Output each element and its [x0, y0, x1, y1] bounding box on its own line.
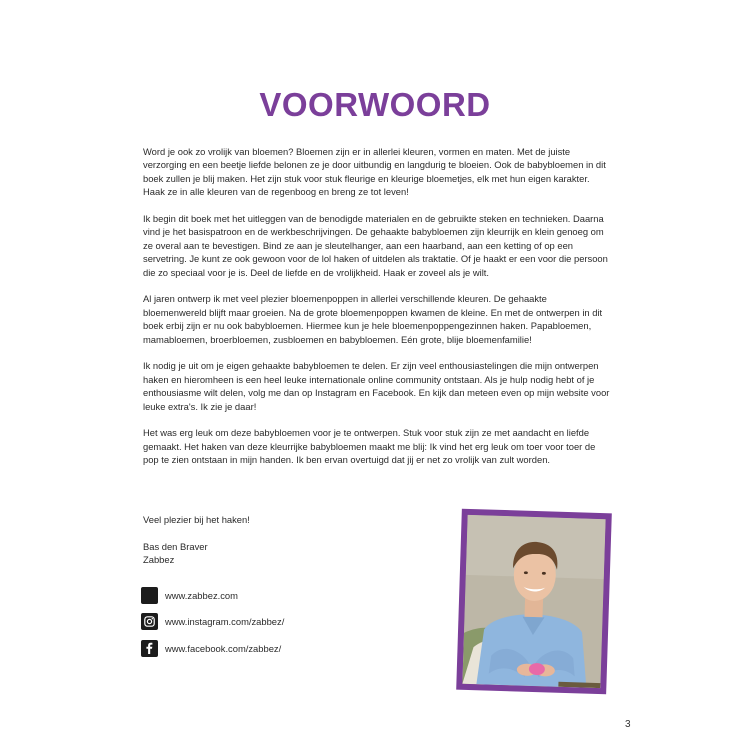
globe-icon: [141, 587, 158, 604]
signoff: [143, 513, 250, 567]
link-text[interactable]: www.instagram.com/zabbez/: [165, 616, 285, 627]
author-photo: [462, 515, 605, 688]
page-number: 3: [625, 719, 631, 730]
link-instagram[interactable]: [141, 613, 284, 631]
instagram-icon: [141, 613, 158, 630]
foreword-body: [143, 145, 613, 480]
facebook-icon: [141, 640, 158, 657]
author-photo-frame: [456, 509, 612, 695]
author-brand: Zabbez: [143, 554, 175, 566]
link-website[interactable]: [141, 586, 284, 604]
paragraph: Ik begin dit boek met het uitleggen van de benodigde materialen en de gebruikte steken en technieken. Daarna vind je het basispatroon en de werkbeschrijvingen. De gehaakte babybloemen zijn kleurrijk en klein genoeg om ze overal aan te bevestigen. Bind ze aan je sleutelhanger, aan een haarband, aan een ketting of op een servetring. Je kunt ze ook gewoon voor de lol haken of uitdelen als traktatie. Of je haakt er een voor die persoon die zo speciaal voor je is. Deel de liefde en de vrolijkheid. Haak er zoveel als je wilt.: [143, 213, 608, 278]
paragraph: Word je ook zo vrolijk van bloemen? Bloemen zijn er in allerlei kleuren, vormen en maten. Met de juiste verzorging en een beetje liefde belonen ze je door uitbundig en langdurig te bloeien. Ook de babybloemen in dit boek zullen je blij maken. Het zijn stuk voor stuk fleurige en kleurige bloemetjes, elk met hun eigen karakter. Haak ze in alle kleuren van de regenboog en breng ze tot leven!: [143, 146, 606, 198]
link-text[interactable]: www.facebook.com/zabbez/: [165, 642, 282, 654]
paragraph: Het was erg leuk om deze babybloemen voor je te ontwerpen. Stuk voor stuk zijn ze met aandacht en liefde gemaakt. Het haken van deze kleurrijke babybloemen maakt me blij: Ik vind het erg leuk om toer voor toer de pop te zien ontstaan in mijn handen. Ik ben ervan overtuigd dat jij er net zo vrolijk van zult worden.: [143, 427, 596, 466]
closing-line: Veel plezier bij het haken!: [143, 514, 250, 525]
link-facebook[interactable]: [141, 639, 284, 657]
link-text[interactable]: www.zabbez.com: [165, 589, 238, 601]
paragraph: Al jaren ontwerp ik met veel plezier bloemenpoppen in allerlei verschillende kleuren. De gehaakte bloemenwereld blijft maar groeien. Na de grote bloemenpoppen kwamen de kleine. En met de ontwerpen in dit boek erbij zijn er nu ook babybloemen. Hiermee kun je hele bloemenpoppengezinnen haken. Papabloemen, mamabloemen, broerbloemen, zusbloemen en babybloemen. Eén grote, blije bloemenfamilie!: [143, 293, 603, 345]
author-name: Bas den Braver: [143, 540, 208, 552]
social-links: [141, 586, 284, 666]
paragraph: Ik nodig je uit om je eigen gehaakte babybloemen te delen. Er zijn veel enthousiastelingen die mijn ontwerpen haken en hieromheen is een heel leuke internationale online community ontstaan. Als je hulp nodig hebt of je enthousiasme wilt delen, volg me dan op Instagram en Facebook. En kijk dan meteen even op mijn website voor leuke extra's. Ik zie je daar!: [143, 360, 610, 412]
page-title: VOORWOORD: [259, 86, 491, 123]
